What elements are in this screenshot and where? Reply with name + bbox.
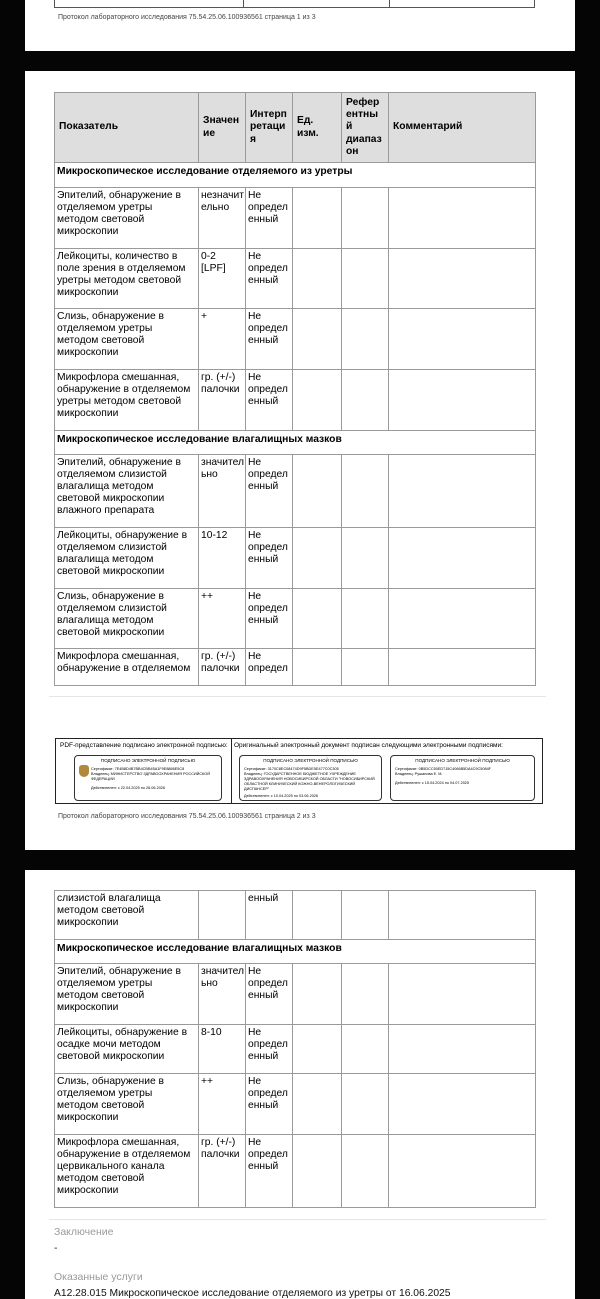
row-interp: Не определ енный [246, 188, 293, 249]
signature-stamp-1: ПОДПИСАНО ЭЛЕКТРОННОЙ ПОДПИСЬЮ Сертификат: 7E4B8D4B7BB4CBB45A1F9E8866E5C8 Владелец: МИНИСТЕРСТВО ЗДРАВООХРАНЕНИЯ РОССИЙСКОЙ ФЕДЕРАЦИИ Действителен: с 22.04.2025 по 26.06.2026 [74, 755, 222, 801]
row-name: Лейкоциты, количество в поле зрения в отделяемом уретры методом световой микроскопии [55, 249, 199, 309]
section-title: Микроскопическое исследование влагалищных мазков [55, 940, 536, 964]
row-interp: енный [246, 891, 293, 940]
row-value: гр. (+/-) палочки [199, 370, 246, 431]
row-interp: Не определ енный [246, 455, 293, 528]
row-value: значител ьно [199, 964, 246, 1025]
table-row [55, 528, 536, 589]
row-name: слизистой влагалища методом световой микроскопии [55, 891, 199, 940]
row-name: Лейкоциты, обнаружение в отделяемом слизистой влагалища методом световой микроскопии [55, 528, 199, 589]
page-3 [25, 870, 575, 1299]
header-indicator: Показатель [55, 93, 199, 163]
row-value: гр. (+/-) палочки [199, 649, 246, 686]
table-row [55, 1025, 536, 1074]
section-row [55, 940, 536, 964]
table-row [55, 309, 536, 370]
row-value: 0-2 [LPF] [199, 249, 246, 309]
row-interp: Не определ енный [246, 249, 293, 309]
coat-of-arms-icon [79, 765, 89, 777]
table-row [55, 249, 536, 309]
signature-stamp-2: ПОДПИСАНО ЭЛЕКТРОННОЙ ПОДПИСЬЮ Сертификат: 3170C8EC08474D9F5BDE5E477C0C305 Владелец: ГОСУДАРСТВЕННОЕ БЮДЖЕТНОЕ УЧРЕЖДЕНИЕ ЗДРАВООХРАНЕНИЯ НОВОСИБИРСКОЙ ОБЛАСТИ "НОВОСИБИРСКИЙ ОБЛАСТНОЙ КЛИНИЧЕСКИЙ КОЖНО-ВЕНЕРОЛОГИЧЕСКИЙ ДИСПАНСЕР" Действителен: с 10.04.2025 по 03.06.2026 [239, 755, 382, 801]
signature-right-label: Оригинальный электронный документ подписан следующими электронными подписями: [234, 742, 503, 749]
results-table-continued [54, 890, 536, 1208]
divider [49, 696, 546, 697]
header-reference: Рефер ентны й диапаз он [342, 93, 389, 163]
results-table [54, 92, 536, 686]
table-row [55, 1074, 536, 1135]
conclusion-label: Заключение [54, 1226, 114, 1238]
table-row [55, 188, 536, 249]
page-2 [25, 71, 575, 850]
table-row [55, 589, 536, 649]
table-row [55, 649, 536, 686]
table-header-row [55, 93, 536, 163]
row-name: Эпителий, обнаружение в отделяемом уретры методом световой микроскопии [55, 188, 199, 249]
row-interp: Не определ енный [246, 309, 293, 370]
page-1 [25, 0, 575, 51]
row-interp: Не определ енный [246, 589, 293, 649]
row-name: Слизь, обнаружение в отделяемом слизистой влагалища методом световой микроскопии [55, 589, 199, 649]
table-row [55, 370, 536, 431]
header-unit: Ед. изм. [293, 93, 342, 163]
row-interp: Не определ енный [246, 528, 293, 589]
header-value: Значен ие [199, 93, 246, 163]
table-row [55, 891, 536, 940]
header-interpretation: Интерп ретаци я [246, 93, 293, 163]
row-value: 10-12 [199, 528, 246, 589]
signature-box [55, 738, 543, 804]
row-interp: Не определ енный [246, 1074, 293, 1135]
section-row [55, 431, 536, 455]
row-name: Микрофлора смешанная, обнаружение в отделяемом уретры методом световой микроскопии [55, 370, 199, 431]
row-name: Слизь, обнаружение в отделяемом уретры методом световой микроскопии [55, 309, 199, 370]
services-label: Оказанные услуги [54, 1271, 143, 1283]
row-value [199, 891, 246, 940]
row-name: Микрофлора смешанная, обнаружение в отделяемом [55, 649, 199, 686]
row-interp: Не определ енный [246, 1135, 293, 1208]
row-value: гр. (+/-) палочки [199, 1135, 246, 1208]
row-value: ++ [199, 589, 246, 649]
table-bottom-edge [54, 0, 535, 8]
divider [49, 1219, 546, 1220]
table-row [55, 1135, 536, 1208]
page-footer: Протокол лабораторного исследования 75.54.25.06.100936561 страница 2 из 3 [58, 813, 316, 820]
section-title: Микроскопическое исследование влагалищных мазков [55, 431, 536, 455]
row-interp: Не определ [246, 649, 293, 686]
page-footer: Протокол лабораторного исследования 75.54.25.06.100936561 страница 1 из 3 [58, 14, 316, 21]
row-interp: Не определ енный [246, 1025, 293, 1074]
row-value: значител ьно [199, 455, 246, 528]
row-name: Эпителий, обнаружение в отделяемом слизистой влагалища методом световой микроскопии влажного препарата [55, 455, 199, 528]
service-item: A12.28.015 Микроскопическое исследование отделяемого из уретры от 16.06.2025 [54, 1288, 451, 1299]
row-name: Эпителий, обнаружение в отделяемом уретры методом световой микроскопии [55, 964, 199, 1025]
table-row [55, 964, 536, 1025]
section-title: Микроскопическое исследование отделяемого из уретры [55, 163, 536, 188]
header-comment: Комментарий [389, 93, 536, 163]
row-value: незначит ельно [199, 188, 246, 249]
row-value: 8-10 [199, 1025, 246, 1074]
row-interp: Не определ енный [246, 370, 293, 431]
row-value: ++ [199, 1074, 246, 1135]
conclusion-value: - [54, 1242, 58, 1254]
row-name: Слизь, обнаружение в отделяемом уретры методом световой микроскопии [55, 1074, 199, 1135]
section-row [55, 163, 536, 188]
row-name: Лейкоциты, обнаружение в осадке мочи методом световой микроскопии [55, 1025, 199, 1074]
row-value: + [199, 309, 246, 370]
signature-left-label: PDF-представление подписано электронной подписью: [60, 742, 228, 749]
signature-stamp-3: ПОДПИСАНО ЭЛЕКТРОННОЙ ПОДПИСЬЮ Сертификат: 0B5DCC50ED715C4066B5DA4C9C5084F Владелец: Рушанова Е. М. Действителен: с 15.04.2024 по 04.07.2025 [390, 755, 535, 801]
row-name: Микрофлора смешанная, обнаружение в отделяемом цервикального канала методом световой микроскопии [55, 1135, 199, 1208]
table-row [55, 455, 536, 528]
row-interp: Не определ енный [246, 964, 293, 1025]
